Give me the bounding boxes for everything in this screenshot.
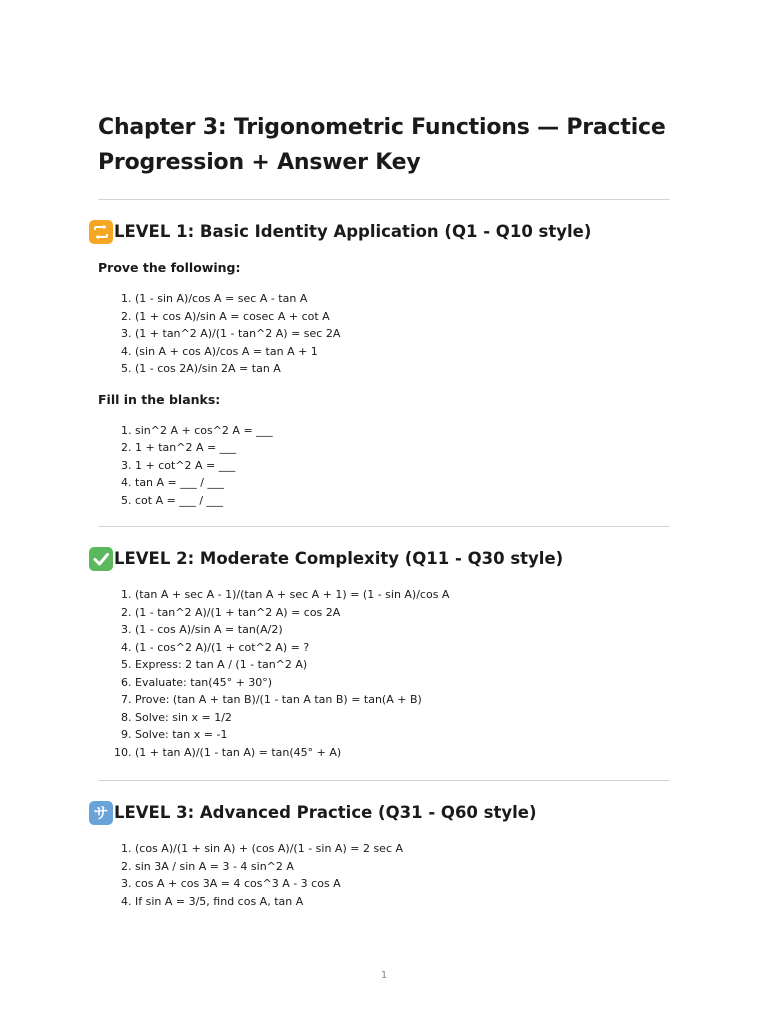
document-title: Chapter 3: Trigonometric Functions — Practice Progression + Answer Key bbox=[98, 115, 666, 175]
list-item: 1. (1 - sin A)/cos A = sec A - tan A bbox=[135, 290, 670, 308]
list-item: 6. Evaluate: tan(45° + 30°) bbox=[135, 674, 670, 692]
level-2-list bbox=[98, 586, 670, 761]
katakana-sa-glyph: サ bbox=[93, 803, 109, 822]
list-item: 1. sin^2 A + cos^2 A = ___ bbox=[135, 422, 670, 440]
level-1-heading bbox=[89, 220, 670, 244]
list-item: 2. (1 + cos A)/sin A = cosec A + cot A bbox=[135, 308, 670, 326]
list-item: 4. If sin A = 3/5, find cos A, tan A bbox=[135, 893, 670, 911]
page-number: 1 bbox=[380, 970, 388, 981]
list-item: 5. (1 - cos 2A)/sin 2A = tan A bbox=[135, 360, 670, 378]
level-3-section bbox=[93, 801, 670, 910]
list-item: 5. Express: 2 tan A / (1 - tan^2 A) bbox=[135, 656, 670, 674]
divider bbox=[98, 526, 670, 527]
list-item: 4. (1 - cos^2 A)/(1 + cot^2 A) = ? bbox=[135, 639, 670, 657]
list-item: 4. (sin A + cos A)/cos A = tan A + 1 bbox=[135, 343, 670, 361]
list-item: 5. cot A = ___ / ___ bbox=[135, 492, 670, 510]
level-3-heading-text: LEVEL 3: Advanced Practice (Q31 - Q60 style) bbox=[114, 803, 537, 822]
list-item: 4. tan A = ___ / ___ bbox=[135, 474, 670, 492]
katakana-sa-icon bbox=[89, 801, 113, 825]
list-item: 3. 1 + cot^2 A = ___ bbox=[135, 457, 670, 475]
check-mark-icon bbox=[89, 547, 113, 571]
fill-blanks-list bbox=[98, 422, 670, 510]
list-item: 2. sin 3A / sin A = 3 - 4 sin^2 A bbox=[135, 858, 670, 876]
fill-blanks-heading: Fill in the blanks: bbox=[98, 391, 221, 407]
list-item: 10. (1 + tan A)/(1 - tan A) = tan(45° + A) bbox=[135, 744, 670, 762]
level-2-section bbox=[98, 547, 670, 761]
list-item: 2. (1 - tan^2 A)/(1 + tan^2 A) = cos 2A bbox=[135, 604, 670, 622]
list-item: 3. (1 + tan^2 A)/(1 - tan^2 A) = sec 2A bbox=[135, 325, 670, 343]
level-1-heading-text: LEVEL 1: Basic Identity Application (Q1 - Q10 style) bbox=[114, 222, 592, 241]
list-item: 1. (tan A + sec A - 1)/(tan A + sec A + 1) = (1 - sin A)/cos A bbox=[135, 586, 670, 604]
level-1-section bbox=[98, 220, 670, 509]
list-item: 1. (cos A)/(1 + sin A) + (cos A)/(1 - sin A) = 2 sec A bbox=[135, 840, 670, 858]
list-item: 3. cos A + cos 3A = 4 cos^3 A - 3 cos A bbox=[135, 875, 670, 893]
document-page bbox=[93, 110, 670, 910]
level-3-heading bbox=[89, 801, 670, 825]
level-2-heading-text: LEVEL 2: Moderate Complexity (Q11 - Q30 style) bbox=[114, 549, 564, 568]
level-2-heading bbox=[89, 547, 670, 571]
list-item: 3. (1 - cos A)/sin A = tan(A/2) bbox=[135, 621, 670, 639]
divider bbox=[98, 780, 670, 781]
list-item: 7. Prove: (tan A + tan B)/(1 - tan A tan B) = tan(A + B) bbox=[135, 691, 670, 709]
prove-heading: Prove the following: bbox=[98, 260, 241, 275]
prove-list bbox=[98, 290, 670, 378]
list-item: 2. 1 + tan^2 A = ___ bbox=[135, 439, 670, 457]
repeat-arrows-icon bbox=[89, 220, 113, 244]
divider bbox=[98, 199, 670, 200]
list-item: 9. Solve: tan x = -1 bbox=[135, 726, 670, 744]
level-3-list bbox=[98, 840, 670, 910]
list-item: 8. Solve: sin x = 1/2 bbox=[135, 709, 670, 727]
